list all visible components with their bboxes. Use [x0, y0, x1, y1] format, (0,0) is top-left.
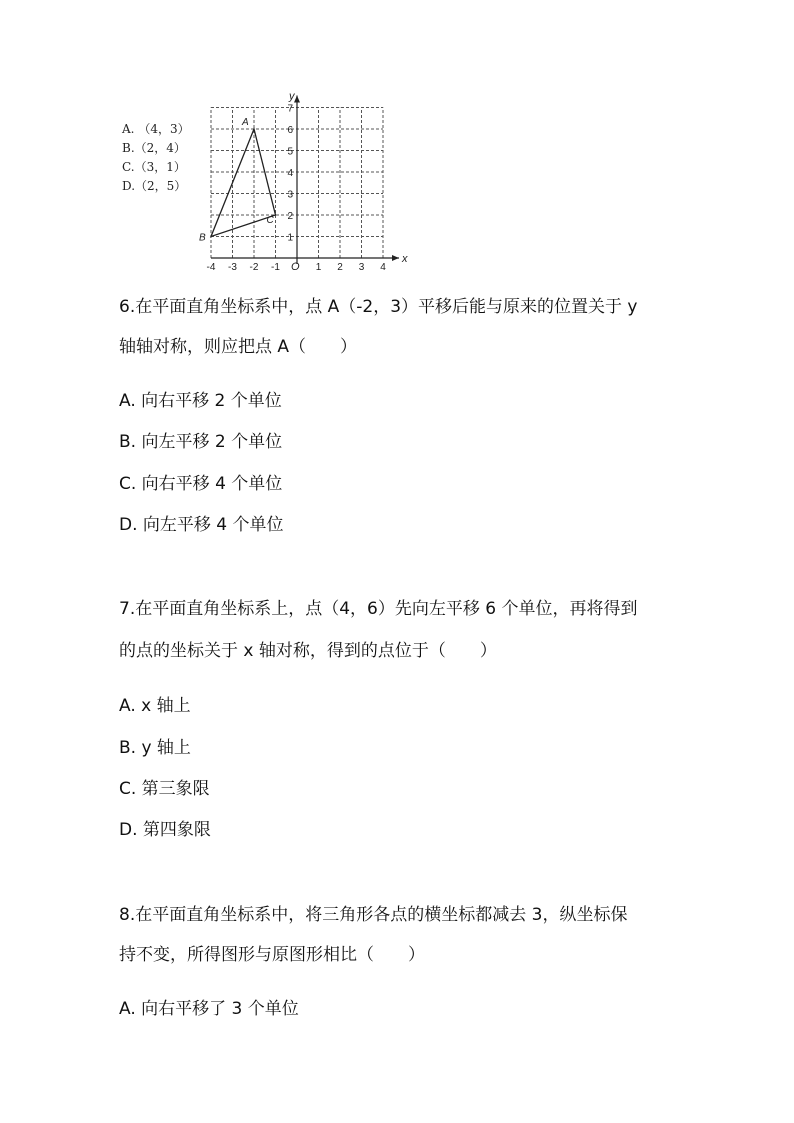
q7-option-b[interactable]: B. y 轴上	[119, 738, 191, 758]
y-axis-label: y	[289, 90, 295, 103]
prev-option-b: B.（2，4）	[122, 141, 186, 155]
q6-option-d[interactable]: D. 向左平移 4 个单位	[119, 515, 284, 535]
y-tick-label: 2	[287, 211, 293, 222]
x-axis-arrow	[392, 255, 399, 261]
coordinate-graph	[190, 90, 420, 278]
vertex-label-a: A	[242, 117, 249, 128]
question-8-line2: 持不变，所得图形与原图形相比（ ）	[119, 945, 425, 965]
x-tick-label: 1	[315, 262, 322, 273]
q7-option-a[interactable]: A. x 轴上	[119, 696, 191, 716]
prev-option-c: C.（3，1）	[122, 160, 186, 174]
y-tick-label: 3	[287, 189, 293, 201]
y-tick-label: 6	[287, 125, 293, 136]
prev-option-a: A. （4，3）	[122, 122, 190, 136]
q7-option-c[interactable]: C. 第三象限	[119, 779, 210, 799]
q7-option-d[interactable]: D. 第四象限	[119, 820, 211, 840]
q8-option-a[interactable]: A. 向右平移了 3 个单位	[119, 999, 299, 1019]
y-tick-label: 4	[287, 168, 293, 179]
y-axis-arrow	[294, 96, 300, 103]
x-tick-label: -3	[228, 262, 237, 273]
x-tick-label: -4	[206, 262, 216, 273]
y-tick-label: 7	[287, 103, 293, 115]
question-6-line1: 6.在平面直角坐标系中，点 A（-2，3）平移后能与原来的位置关于 y	[119, 297, 638, 317]
q6-option-b[interactable]: B. 向左平移 2 个单位	[119, 432, 283, 452]
question-7-line1: 7.在平面直角坐标系上，点（4，6）先向左平移 6 个单位，再将得到	[119, 599, 638, 619]
q6-option-a[interactable]: A. 向右平移 2 个单位	[119, 391, 282, 411]
question-7-line2: 的点的坐标关于 x 轴对称，得到的点位于（ ）	[119, 641, 497, 661]
x-tick-label: 4	[380, 262, 386, 273]
origin-label: O	[291, 261, 300, 273]
x-tick-label: -1	[271, 262, 280, 273]
q6-option-c[interactable]: C. 向右平移 4 个单位	[119, 474, 283, 494]
prev-option-d: D.（2，5）	[122, 179, 187, 193]
vertex-label-b: B	[199, 232, 206, 244]
y-tick-label: 1	[287, 232, 293, 244]
x-axis-label: x	[402, 253, 408, 265]
question-8-line1: 8.在平面直角坐标系中，将三角形各点的横坐标都减去 3，纵坐标保	[119, 905, 628, 925]
x-tick-label: 2	[337, 262, 343, 273]
question-6-line2: 轴轴对称，则应把点 A（ ）	[119, 337, 358, 357]
x-tick-label: -2	[249, 262, 259, 273]
y-tick-label: 5	[287, 146, 293, 158]
x-tick-label: 3	[358, 262, 365, 273]
vertex-label-c: C	[266, 215, 274, 226]
